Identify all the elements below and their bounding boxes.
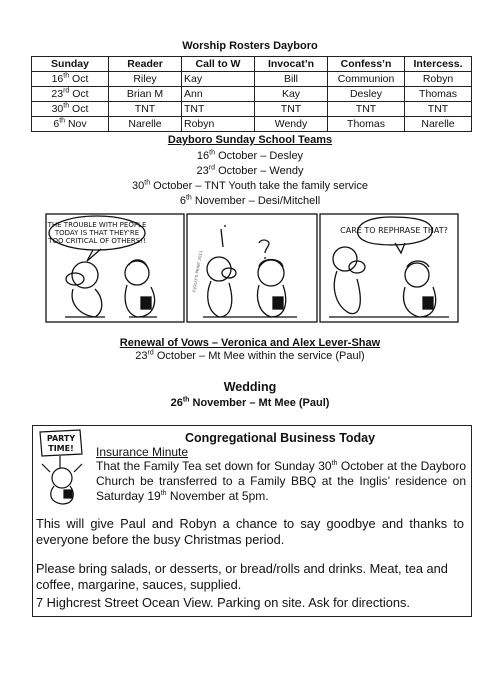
date-suffix: rd [63, 87, 70, 95]
date-suffix: th [63, 72, 70, 80]
roster-cell: Riley [109, 72, 182, 87]
line-text: October – TNT Youth take the family service [153, 180, 368, 192]
comic-strip [45, 213, 459, 323]
comic-bubble-text: CARE TO REPHRASE THAT? [340, 226, 448, 235]
roster-cell: TNT [405, 102, 472, 117]
date-suffix: th [160, 490, 167, 497]
paragraph-text: That the Family Tea set down for Sunday 30 [96, 459, 332, 473]
roster-cell: Kay [182, 72, 255, 87]
date-day: 30 [51, 103, 64, 115]
roster-cell: TNT [255, 102, 328, 117]
party-time-icon [36, 428, 92, 506]
roster-cell: Ann [182, 87, 255, 102]
roster-cell: TNT [109, 102, 182, 117]
sunday-school-line [0, 165, 500, 177]
roster-title: Worship Rosters Dayboro [182, 40, 318, 52]
date-month: Oct [72, 103, 89, 115]
date-day: 6 [179, 195, 186, 207]
line-text: October – Mt Mee within the service (Paul) [156, 350, 365, 362]
roster-cell: Narelle [109, 117, 182, 132]
date-suffix: th [209, 149, 216, 157]
date-day: 6 [53, 118, 60, 130]
date-day: 30 [132, 180, 145, 192]
date-suffix: th [182, 396, 190, 404]
roster-table [31, 56, 472, 132]
roster-cell: Thomas [405, 87, 472, 102]
renewal-title: Renewal of Vows – Veronica and Alex Lever-Shaw [119, 337, 381, 349]
roster-header: Intercess. [405, 57, 472, 72]
business-paragraph: Please bring salads, or desserts, or bread/rolls and drinks. Meat, tea and coffee, margarine, sauces, supplied. [36, 561, 448, 592]
renewal-line [0, 350, 500, 362]
roster-date [32, 117, 109, 132]
comic-signature: ©JOLLY'S PRINT 2011 [191, 250, 204, 294]
business-title: Congregational Business Today [185, 431, 376, 445]
roster-header: Confess’n [328, 57, 405, 72]
business-subtitle: Insurance Minute [96, 445, 189, 459]
party-sign-text: PARTY [46, 434, 76, 443]
date-day: 26 [170, 397, 183, 409]
roster-cell: Robyn [405, 72, 472, 87]
date-suffix: rd [147, 349, 154, 357]
table-row [32, 72, 472, 87]
roster-cell: Kay [255, 87, 328, 102]
line-text: November – Mt Mee (Paul) [192, 397, 330, 409]
roster-cell: Robyn [182, 117, 255, 132]
roster-date [32, 72, 109, 87]
date-month: Nov [67, 118, 87, 130]
sunday-school-line [0, 195, 500, 207]
roster-cell: TNT [182, 102, 255, 117]
comic-bubble-text: TOO CRITICAL OF OTHERS!! [48, 237, 146, 245]
date-suffix: th [331, 460, 338, 467]
comic-bubble-text: THE TROUBLE WITH PEOPLE [47, 221, 147, 229]
roster-cell: Thomas [328, 117, 405, 132]
roster-cell: Bill [255, 72, 328, 87]
wedding-line [0, 397, 500, 409]
roster-cell: Narelle [405, 117, 472, 132]
date-suffix: rd [208, 164, 215, 172]
roster-cell: TNT [328, 102, 405, 117]
sunday-school-line [0, 150, 500, 162]
business-paragraph [96, 459, 466, 504]
date-month: Oct [72, 88, 89, 100]
roster-header: Reader [109, 57, 182, 72]
date-suffix: th [185, 194, 192, 202]
roster-cell: Desley [328, 87, 405, 102]
date-suffix: th [59, 117, 66, 125]
roster-header: Call to W [182, 57, 255, 72]
date-day: 23 [135, 350, 148, 362]
date-day: 16 [196, 150, 210, 162]
sunday-school-line [0, 180, 500, 192]
date-month: Oct [72, 73, 89, 85]
table-row [32, 117, 472, 132]
line-text: November – Desi/Mitchell [194, 195, 321, 207]
comic-bubble-text: TODAY IS THAT THEY'RE [54, 229, 140, 237]
business-paragraph: This will give Paul and Robyn a chance to say goodbye and thanks to everyone before the busy Christmas period. [36, 516, 464, 547]
line-text: October – Wendy [218, 165, 304, 177]
roster-date [32, 87, 109, 102]
sunday-school-title: Dayboro Sunday School Teams [167, 134, 333, 146]
roster-cell: Wendy [255, 117, 328, 132]
roster-header-row [32, 57, 472, 72]
wedding-title: Wedding [223, 380, 277, 394]
paragraph-text: November at 5pm. [166, 489, 269, 503]
roster-header: Invocat’n [255, 57, 328, 72]
paragraph-text: October at the Dayboro Church be transferred to a Family BBQ at the Inglis’ residence on Saturday 19 [96, 459, 466, 503]
table-row [32, 102, 472, 117]
roster-cell: Communion [328, 72, 405, 87]
roster-date [32, 102, 109, 117]
date-day: 23 [51, 88, 64, 100]
party-sign-text: TIME! [48, 444, 74, 453]
date-suffix: th [144, 179, 151, 187]
business-address: 7 Highcrest Street Ocean View. Parking on site. Ask for directions. [36, 595, 410, 610]
table-row [32, 87, 472, 102]
date-day: 23 [196, 165, 209, 177]
line-text: October – Desley [218, 150, 304, 162]
roster-header: Sunday [32, 57, 109, 72]
date-day: 16 [51, 73, 64, 85]
date-suffix: th [63, 102, 70, 110]
roster-cell: Brian M [109, 87, 182, 102]
